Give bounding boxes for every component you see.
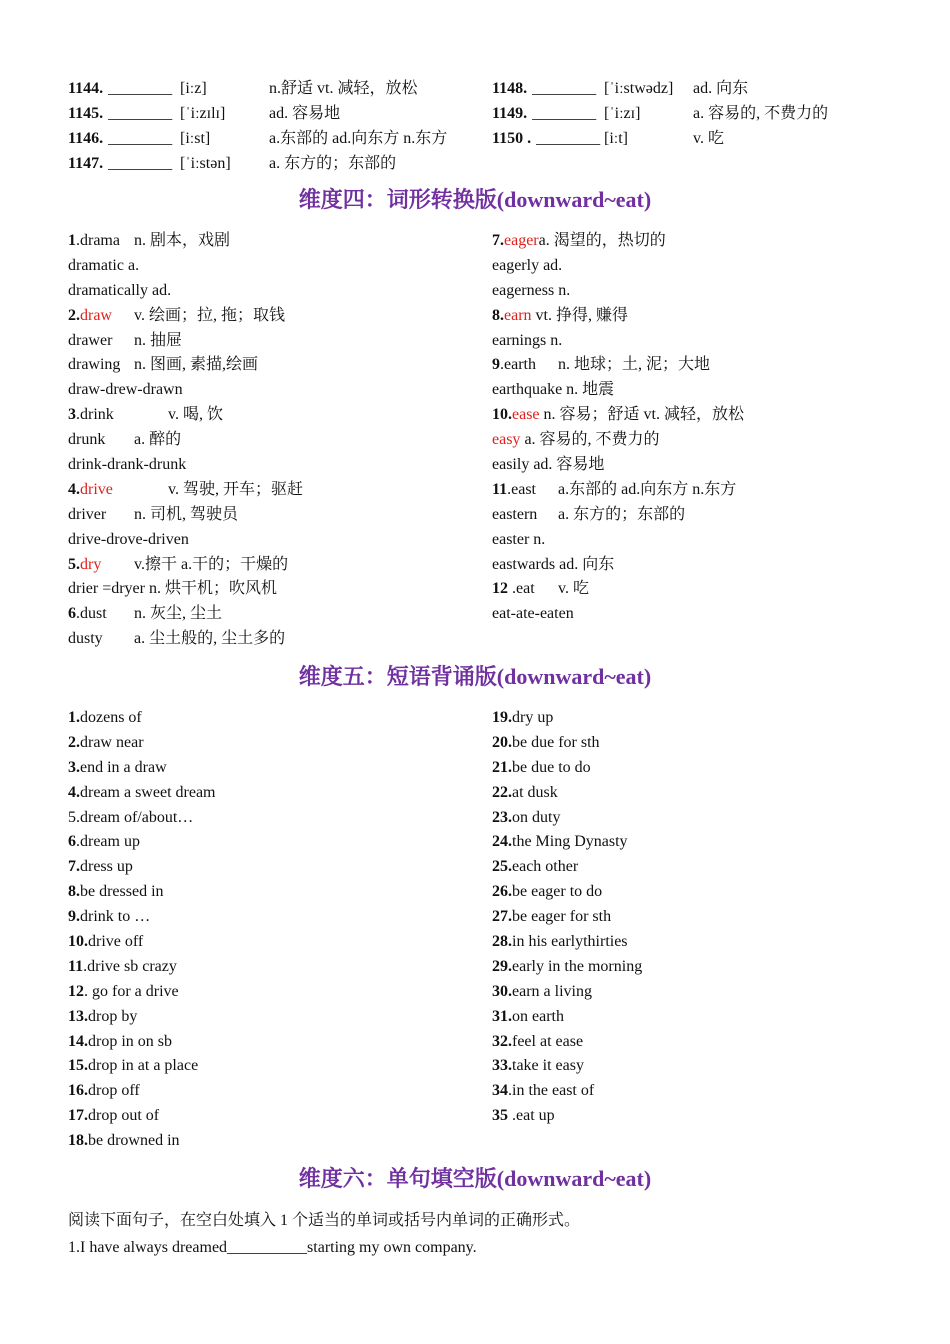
phrase-item (68, 706, 488, 731)
vocab-number: 1145. (68, 105, 104, 122)
word-form-headword: .eat (508, 580, 535, 598)
word-form-word: dusty (68, 630, 103, 648)
phrase-number: 3. (68, 758, 80, 776)
word-form-word: drunk (68, 431, 106, 449)
phrase-item (68, 1104, 488, 1129)
word-form-meaning: a.东部的 ad.向东方 n.东方 (558, 480, 737, 498)
phrase-number: 7. (68, 858, 80, 876)
word-form-line (492, 553, 912, 578)
word-form-text: earnings n. (492, 331, 563, 349)
phrase-text: drop by (88, 1007, 138, 1025)
phrase-number: 11 (68, 957, 84, 975)
vocab-row (68, 151, 397, 176)
phrase-number: 2. (68, 733, 80, 751)
phrase-number: 8. (68, 883, 80, 901)
phrase-number: 12 (68, 982, 84, 1000)
phrase-item (492, 905, 912, 930)
word-form-line (68, 577, 488, 602)
word-form-line (492, 254, 912, 279)
phrase-text: drop in on sb (88, 1032, 172, 1050)
vocab-meaning: n.舒适 vt. 减轻，放松 (269, 80, 418, 97)
vocab-blank: ________ (108, 80, 173, 97)
phrase-text: each other (512, 858, 579, 876)
word-form-meaning: a. 容易的, 不费力的 (520, 431, 660, 449)
phrase-text: drink to … (80, 908, 151, 926)
word-form-line (68, 304, 488, 329)
word-form-head (68, 229, 134, 254)
word-form-text: eat-ate-eaten (492, 605, 574, 623)
phrase-text: be dressed in (80, 883, 164, 901)
word-form-headword: earn (504, 306, 532, 324)
phrase-text: on earth (512, 1007, 564, 1025)
vocab-number: 1150 . (492, 130, 532, 147)
word-form-meaning: n. 司机, 驾驶员 (134, 505, 239, 523)
word-form-meaning: v. 吃 (558, 580, 589, 598)
word-form-meaning: v. 驾驶, 开车；驱赶 (168, 480, 303, 498)
phrase-item (492, 980, 912, 1005)
word-form-headword: .drama (76, 232, 120, 249)
word-form-line (68, 378, 488, 403)
word-form-number: 11 (492, 480, 508, 498)
vocab-blank: ________ (532, 80, 597, 97)
word-form-line (68, 403, 488, 428)
phrase-item (68, 731, 488, 756)
word-form-meaning: v.擦干 a.干的；干燥的 (134, 555, 289, 573)
word-form-text: drive-drove-driven (68, 530, 189, 548)
word-form-word: drawing (68, 356, 121, 374)
word-form-headword: .east (507, 480, 536, 498)
phrase-item (68, 955, 488, 980)
word-form-number: 10. (492, 406, 512, 424)
word-form-head (492, 232, 539, 249)
vocab-meaning: ad. 容易地 (269, 105, 341, 122)
word-form-meaning: vt. 挣得, 赚得 (531, 306, 628, 324)
phrase-number: 20. (492, 733, 512, 751)
word-form-meaning: a. 醉的 (134, 431, 182, 449)
word-form-line (492, 353, 912, 378)
phrase-number: 23. (492, 808, 512, 826)
word-form-line (68, 229, 488, 254)
word-form-line (68, 553, 488, 578)
phrase-number: 21. (492, 758, 512, 776)
phrase-number: 1. (68, 709, 80, 726)
word-form-meaning: a. 渴望的，热切的 (538, 232, 666, 249)
word-form-head (492, 307, 532, 324)
phrase-text: be due for sth (512, 733, 600, 751)
phrase-text: the Ming Dynasty (512, 833, 628, 851)
word-form-line (492, 528, 912, 553)
word-form-number: 5. (68, 555, 80, 573)
vocab-blank: ________ (108, 155, 173, 172)
word-form-meaning: n. 地球；土, 泥；大地 (558, 356, 711, 374)
phrase-text: drop off (88, 1082, 140, 1100)
vocab-row (68, 101, 341, 126)
word-form-text: easily ad. 容易地 (492, 456, 605, 474)
phrase-text: drive off (88, 933, 144, 951)
phrase-item (68, 855, 488, 880)
section-4-right-column (492, 229, 912, 627)
vocab-row (492, 101, 829, 126)
phrase-number: 29. (492, 957, 512, 975)
phrase-number: 16. (68, 1082, 88, 1100)
vocab-ipa: [iːst] (180, 130, 211, 147)
word-form-text: eagerness n. (492, 281, 571, 299)
word-form-headword: .drink (76, 406, 114, 424)
phrase-item (492, 1005, 912, 1030)
word-form-headword: .dust (76, 605, 107, 623)
word-form-headword: dry (80, 555, 102, 573)
vocab-meaning: a. 容易的, 不费力的 (693, 105, 829, 122)
phrase-item (492, 1079, 912, 1104)
phrase-number: 15. (68, 1057, 88, 1075)
phrase-number: 4. (68, 783, 80, 801)
word-form-line (492, 279, 912, 304)
phrase-text: .drive sb crazy (83, 957, 177, 975)
word-form-meaning: v. 喝, 饮 (168, 406, 223, 424)
phrase-text: drop in at a place (88, 1057, 199, 1075)
word-form-number: 4. (68, 480, 80, 498)
word-form-line (492, 329, 912, 354)
word-form-text: draw-drew-drawn (68, 381, 183, 399)
vocab-row (492, 126, 724, 151)
word-form-meaning: a. 东方的；东部的 (558, 505, 686, 523)
word-form-line (492, 453, 912, 478)
word-form-line (492, 378, 912, 403)
word-form-headword: eager (504, 232, 539, 249)
word-form-line (68, 329, 488, 354)
vocab-blank: ________ (108, 130, 173, 147)
word-form-text: drier =dryer n. 烘干机；吹风机 (68, 580, 277, 598)
phrase-item (68, 1054, 488, 1079)
word-form-line (68, 453, 488, 478)
phrase-text: earn a living (512, 982, 592, 1000)
word-form-number: 8. (492, 306, 504, 324)
question-1: 1.I have always dreamed__________starting my own company. (68, 1239, 477, 1256)
phrase-number: 19. (492, 709, 512, 726)
vocab-blank: ________ (108, 105, 173, 122)
phrase-number: 14. (68, 1032, 88, 1050)
vocab-number: 1146. (68, 130, 104, 147)
word-form-line (492, 304, 912, 329)
word-form-text: easter n. (492, 530, 546, 548)
phrase-text: draw near (80, 733, 144, 751)
phrase-item (68, 1079, 488, 1104)
phrase-text: be due to do (512, 758, 591, 776)
word-form-line (68, 528, 488, 553)
phrase-text: in his earlythirties (512, 933, 628, 951)
phrase-number: 33. (492, 1057, 512, 1075)
phrase-item (492, 830, 912, 855)
vocab-row (68, 76, 418, 101)
phrase-number: 10. (68, 933, 88, 951)
word-form-word: drawer (68, 331, 113, 349)
phrase-text: be drowned in (88, 1132, 180, 1150)
phrase-item (492, 706, 912, 731)
word-form-line (492, 602, 912, 627)
phrase-number: 26. (492, 883, 512, 901)
phrase-item (68, 880, 488, 905)
word-form-text: drink-drank-drunk (68, 456, 187, 474)
phrase-number: 34 (492, 1082, 508, 1100)
vocab-number: 1148. (492, 80, 528, 97)
phrase-number: 22. (492, 783, 512, 801)
word-form-line (68, 279, 488, 304)
word-form-headword: draw (80, 306, 112, 324)
phrase-number: 5. (68, 808, 80, 826)
section-6-instruction: 阅读下面句子，在空白处填入 1 个适当的单词或括号内单词的正确形式。 (68, 1212, 581, 1229)
phrase-item (68, 830, 488, 855)
vocab-meaning: a. 东方的；东部的 (269, 155, 397, 172)
phrase-text: dream a sweet dream (80, 783, 216, 801)
vocab-ipa: [ˈiːzɪlɪ] (180, 105, 226, 122)
word-form-line (492, 503, 912, 528)
phrase-item (492, 855, 912, 880)
word-form-word: eastern (492, 505, 538, 523)
phrase-text: early in the morning (512, 957, 643, 975)
word-form-text: eagerly ad. (492, 256, 563, 274)
vocab-ipa: [ˈiːzɪ] (604, 105, 641, 122)
word-form-headword: .earth (500, 356, 536, 374)
word-form-line (492, 428, 912, 453)
word-form-line (492, 403, 912, 428)
word-form-head (492, 478, 558, 503)
phrase-text: feel at ease (512, 1032, 584, 1050)
phrase-number: 13. (68, 1007, 88, 1025)
phrase-number: 27. (492, 908, 512, 926)
vocab-meaning: a.东部的 ad.向东方 n.东方 (269, 130, 448, 147)
word-form-meaning: n. 图画, 素描,绘画 (134, 356, 259, 374)
word-form-head (68, 304, 134, 329)
phrase-text: be eager for sth (512, 908, 612, 926)
phrase-item (492, 806, 912, 831)
word-form-number: 3 (68, 406, 76, 424)
phrase-item (68, 1129, 488, 1154)
vocab-meaning: ad. 向东 (693, 80, 749, 97)
phrase-item (492, 1054, 912, 1079)
phrase-text: .in the east of (508, 1082, 595, 1100)
section-4-left-column (68, 229, 488, 652)
word-form-word: driver (68, 505, 107, 523)
word-form-number: 12 (492, 580, 508, 598)
phrase-number: 25. (492, 858, 512, 876)
vocab-ipa: [ˈiːstən] (180, 155, 231, 172)
word-form-line (68, 254, 488, 279)
vocab-blank: ________ (536, 130, 601, 147)
word-form-line (68, 478, 488, 503)
word-form-number: 2. (68, 306, 80, 324)
word-form-head (492, 406, 540, 423)
vocab-ipa: [iːt] (604, 130, 628, 147)
phrase-text: dress up (80, 858, 133, 876)
section-5-heading: 维度五：短语背诵版(downward~eat) (298, 664, 652, 689)
vocab-blank: ________ (532, 105, 597, 122)
phrase-item (492, 1104, 912, 1129)
phrase-text: end in a draw (80, 758, 167, 776)
phrase-item (68, 1030, 488, 1055)
phrase-text: drop out of (88, 1107, 160, 1125)
phrase-item (492, 1030, 912, 1055)
word-form-head (492, 353, 558, 378)
word-form-number: 7. (492, 232, 504, 249)
word-form-headword: ease (512, 406, 540, 424)
phrase-number: 18. (68, 1132, 88, 1150)
word-form-meaning: n. 抽屉 (134, 331, 183, 349)
word-form-number: 1 (68, 232, 76, 249)
phrase-item (492, 955, 912, 980)
vocab-number: 1144. (68, 80, 104, 97)
word-form-line (68, 503, 488, 528)
vocab-ipa: [ˈiːstwədz] (604, 80, 674, 97)
phrase-item (68, 781, 488, 806)
phrase-item (68, 905, 488, 930)
phrase-item (492, 756, 912, 781)
phrase-item (68, 1005, 488, 1030)
phrase-number: 28. (492, 933, 512, 951)
phrase-number: 31. (492, 1007, 512, 1025)
vocab-number: 1147. (68, 155, 104, 172)
phrase-text: dozens of (80, 709, 142, 726)
phrase-text: dry up (512, 709, 554, 726)
phrase-item (68, 980, 488, 1005)
phrase-item (492, 930, 912, 955)
word-form-text: dramatically ad. (68, 281, 172, 299)
word-form-meaning: n. 灰尘, 尘土 (134, 605, 223, 623)
word-form-head (68, 403, 168, 428)
word-form-line (68, 353, 488, 378)
word-form-head (68, 553, 134, 578)
vocab-ipa: [iːz] (180, 80, 207, 97)
word-form-line (68, 428, 488, 453)
vocab-number: 1149. (492, 105, 528, 122)
vocab-row (492, 76, 749, 101)
word-form-meaning: v. 绘画；拉, 拖；取钱 (134, 306, 285, 324)
phrase-text: at dusk (512, 783, 558, 801)
word-form-head (68, 602, 134, 627)
word-form-line (68, 602, 488, 627)
word-form-headword: easy (492, 431, 521, 449)
phrase-text: .eat up (508, 1107, 555, 1125)
phrase-text: dream of/about… (80, 808, 194, 826)
phrase-text: .dream up (76, 833, 140, 851)
phrase-item (492, 880, 912, 905)
phrase-item (68, 930, 488, 955)
word-form-number: 6 (68, 605, 76, 623)
phrase-number: 9. (68, 908, 80, 926)
phrase-text: take it easy (512, 1057, 584, 1075)
phrase-number: 17. (68, 1107, 88, 1125)
phrase-item (68, 806, 488, 831)
word-form-text: eastwards ad. 向东 (492, 555, 615, 573)
word-form-headword: drive (80, 480, 113, 498)
section-5-right-column (492, 706, 912, 1129)
phrase-item (492, 781, 912, 806)
word-form-head (492, 577, 558, 602)
word-form-meaning: n. 容易；舒适 vt. 减轻，放松 (539, 406, 744, 424)
phrase-text: be eager to do (512, 883, 603, 901)
vocab-row (68, 126, 448, 151)
word-form-line (492, 478, 912, 503)
word-form-text: earthquake n. 地震 (492, 381, 615, 399)
phrase-text: . go for a drive (84, 982, 179, 1000)
phrase-number: 30. (492, 982, 512, 1000)
word-form-head (68, 478, 168, 503)
word-form-text: dramatic a. (68, 256, 140, 274)
word-form-meaning: n. 剧本，戏剧 (134, 232, 231, 249)
section-6-heading: 维度六：单句填空版(downward~eat) (298, 1166, 652, 1191)
phrase-item (68, 756, 488, 781)
word-form-line (68, 627, 488, 652)
phrase-item (492, 731, 912, 756)
phrase-number: 24. (492, 833, 512, 851)
phrase-number: 35 (492, 1107, 508, 1125)
word-form-number: 9 (492, 356, 500, 374)
word-form-line (492, 229, 912, 254)
vocab-meaning: v. 吃 (693, 130, 724, 147)
phrase-number: 32. (492, 1032, 512, 1050)
word-form-meaning: a. 尘土般的, 尘土多的 (134, 630, 286, 648)
phrase-text: on duty (512, 808, 561, 826)
section-4-heading: 维度四：词形转换版(downward~eat) (298, 187, 652, 212)
word-form-line (492, 577, 912, 602)
section-5-left-column (68, 706, 488, 1154)
phrase-number: 6 (68, 833, 76, 851)
